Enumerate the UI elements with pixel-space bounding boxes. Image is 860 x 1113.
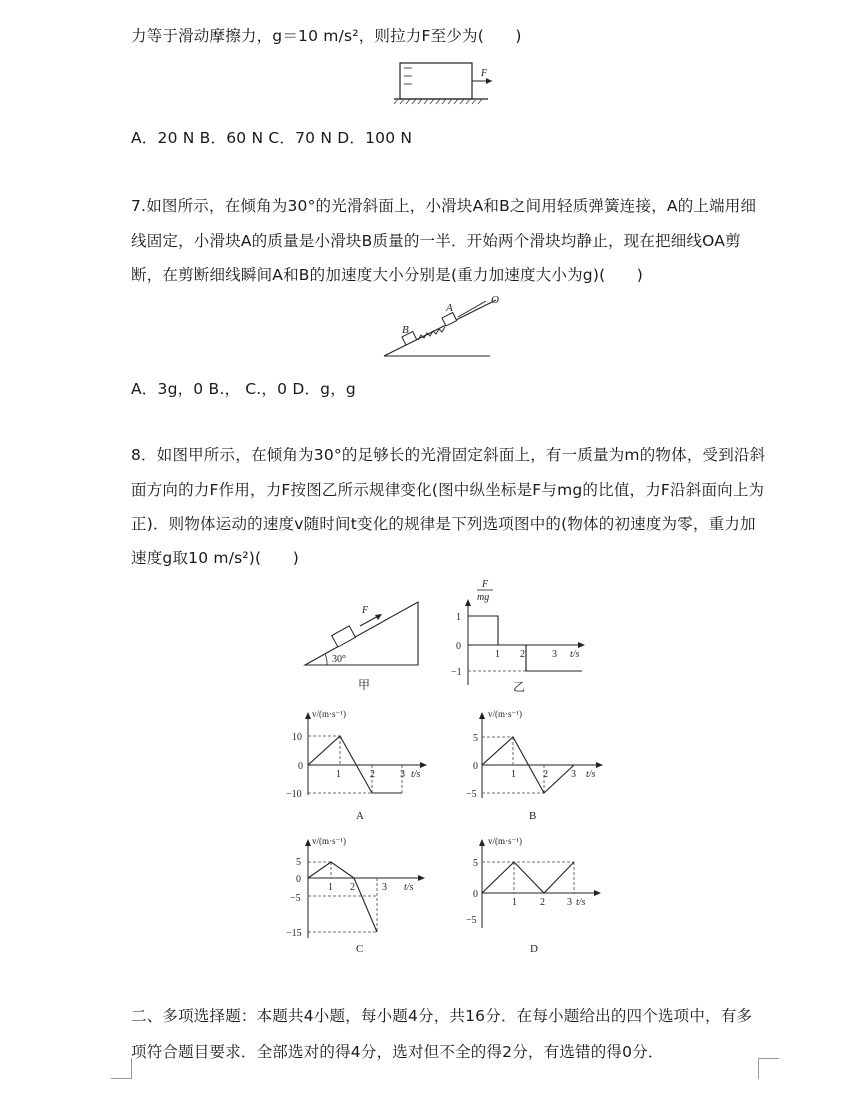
tick-x: 1 bbox=[336, 769, 341, 780]
label-A: A bbox=[446, 302, 453, 314]
caption-jia: 甲 bbox=[358, 678, 371, 692]
tick-y-1: 1 bbox=[456, 612, 461, 623]
tick-y: −15 bbox=[286, 928, 302, 939]
tick-y: 0 bbox=[296, 874, 301, 885]
tick-x: 2 bbox=[540, 897, 545, 908]
force-label: F bbox=[362, 605, 369, 616]
xlabel: t/s bbox=[586, 769, 596, 780]
xlabel: t/s bbox=[570, 649, 580, 660]
q7-options: A．3g，0 B.， C.，0 D．g，g bbox=[131, 380, 356, 398]
caption-c: C bbox=[356, 943, 364, 955]
ylabel: v/(m·s⁻¹) bbox=[312, 709, 346, 719]
velocity-curve bbox=[308, 862, 377, 932]
tick-x: 3 bbox=[567, 897, 572, 908]
force-label: F bbox=[481, 68, 488, 79]
tick-y: 0 bbox=[473, 889, 478, 900]
tick-y-neg1: −1 bbox=[451, 667, 462, 678]
label-O: O bbox=[491, 294, 499, 306]
q7-stem-line2: 线固定，小滑块A的质量是小滑块B质量的一半．开始两个滑块均静止，现在把细线OA剪 bbox=[131, 232, 741, 250]
q6-stem: 力等于滑动摩擦力，g＝10 m/s²，则拉力F至少为( ) bbox=[131, 27, 522, 45]
figure-q8-yi-force-graph bbox=[446, 575, 596, 695]
tick-x: 1 bbox=[511, 769, 516, 780]
angle-label: 30° bbox=[332, 654, 346, 665]
figure-q7-incline-spring bbox=[384, 290, 514, 360]
tick-x-2: 2 bbox=[520, 649, 525, 660]
tick-y: 5 bbox=[296, 857, 301, 868]
caption-a: A bbox=[356, 810, 364, 822]
q7-stem-line1: 7.如图所示，在倾角为30°的光滑斜面上，小滑块A和B之间用轻质弹簧连接，A的上端用细 bbox=[131, 197, 757, 215]
tick-x: 3 bbox=[382, 882, 387, 893]
force-curve bbox=[468, 616, 582, 671]
tick-x: 2 bbox=[370, 769, 375, 780]
q8-stem-line1: 8．如图甲所示，在倾角为30°的足够长的光滑固定斜面上，有一质量为m的物体，受到沿斜 bbox=[131, 446, 766, 464]
q7-stem-line3: 断，在剪断细线瞬间A和B的加速度大小分别是(重力加速度大小为g)( ) bbox=[131, 266, 643, 284]
figure-q8-option-a bbox=[284, 703, 444, 823]
caption-d: D bbox=[530, 943, 538, 955]
velocity-curve bbox=[482, 862, 574, 893]
tick-y: −10 bbox=[286, 789, 302, 800]
q8-stem-line3: 正)．则物体运动的速度v随时间t变化的规律是下列选项图中的(物体的初速度为零，重力加 bbox=[131, 515, 756, 533]
q6-options: A．20 N B．60 N C．70 N D．100 N bbox=[131, 129, 413, 147]
ylabel: v/(m·s⁻¹) bbox=[312, 836, 346, 846]
q8-stem-line4: 速度g取10 m/s²)( ) bbox=[131, 549, 299, 567]
tick-x: 1 bbox=[512, 897, 517, 908]
figure-q6-block-on-floor bbox=[392, 58, 502, 108]
ylabel: v/(m·s⁻¹) bbox=[488, 836, 522, 846]
tick-y: −5 bbox=[466, 789, 477, 800]
tick-x: 1 bbox=[328, 882, 333, 893]
label-B: B bbox=[402, 324, 409, 336]
tick-x: 2 bbox=[543, 769, 548, 780]
tick-x-1: 1 bbox=[495, 649, 500, 660]
tick-y: 10 bbox=[292, 732, 302, 743]
tick-y: −5 bbox=[290, 893, 301, 904]
page-corner-mark-left bbox=[111, 1058, 132, 1079]
tick-x: 3 bbox=[400, 769, 405, 780]
tick-y: 0 bbox=[473, 761, 478, 772]
tick-y: 5 bbox=[473, 733, 478, 744]
ylabel: v/(m·s⁻¹) bbox=[488, 709, 522, 719]
figure-q8-option-d bbox=[460, 830, 620, 960]
tick-y: −5 bbox=[466, 915, 477, 926]
figure-q8-option-c bbox=[284, 830, 444, 960]
tick-y: 5 bbox=[473, 858, 478, 869]
tick-x-3: 3 bbox=[552, 649, 557, 660]
section2-heading-line1: 二、多项选择题：本题共4小题，每小题4分，共16分．在每小题给出的四个选项中，有多 bbox=[131, 1007, 753, 1025]
tick-y: 0 bbox=[298, 761, 303, 772]
caption-b: B bbox=[529, 810, 537, 822]
tick-x: 3 bbox=[571, 769, 576, 780]
section2-heading-line2: 项符合题目要求．全部选对的得4分，选对但不全的得2分，有选错的得0分． bbox=[131, 1043, 664, 1061]
tick-x: 2 bbox=[350, 882, 355, 893]
figure-q8-jia-incline bbox=[300, 595, 430, 695]
ylabel-denominator: mg bbox=[477, 592, 490, 603]
page-corner-mark-right bbox=[758, 1058, 779, 1079]
figure-q8-option-b bbox=[460, 703, 620, 823]
ylabel-numerator: F bbox=[482, 579, 489, 590]
xlabel: t/s bbox=[576, 897, 586, 908]
xlabel: t/s bbox=[404, 882, 414, 893]
q8-stem-line2: 面方向的力F作用，力F按图乙所示规律变化(图中纵坐标是F与mg的比值，力F沿斜面向上为 bbox=[131, 481, 765, 499]
xlabel: t/s bbox=[411, 769, 421, 780]
tick-y-0: 0 bbox=[456, 641, 461, 652]
caption-yi: 乙 bbox=[513, 680, 526, 694]
